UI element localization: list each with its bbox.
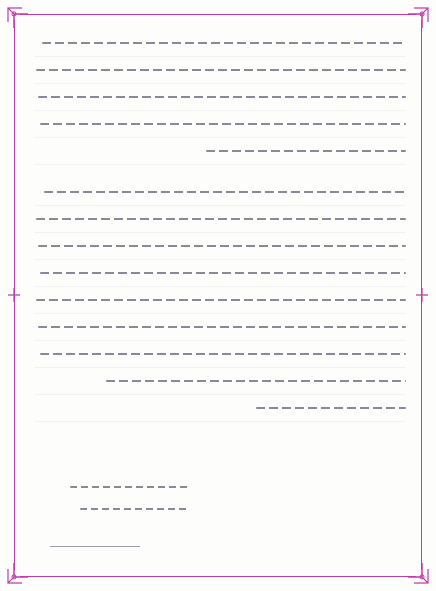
handwritten-line [34,111,406,138]
side-mark-icon [414,287,430,303]
handwritten-line [34,314,406,341]
side-mark-icon [6,287,22,303]
corner-ornament-icon [406,561,432,587]
handwritten-line [34,30,406,57]
closing-salutation [40,476,190,498]
signature-underline [50,546,140,547]
handwritten-line [34,368,406,395]
handwritten-line [34,233,406,260]
page-border-bottom [20,576,416,577]
corner-ornament-icon [4,561,30,587]
handwritten-line [34,84,406,111]
letter-body [34,30,406,450]
signature-block [40,476,190,556]
handwritten-line [34,395,406,422]
handwritten-line [34,206,406,233]
handwritten-line [34,260,406,287]
handwritten-line [34,179,406,206]
handwritten-line [34,57,406,84]
corner-ornament-icon [4,4,30,30]
page-border-top [20,14,416,15]
signature [40,498,190,520]
handwritten-line [34,138,406,165]
corner-ornament-icon [406,4,432,30]
handwritten-line [34,341,406,368]
handwritten-line [34,287,406,314]
